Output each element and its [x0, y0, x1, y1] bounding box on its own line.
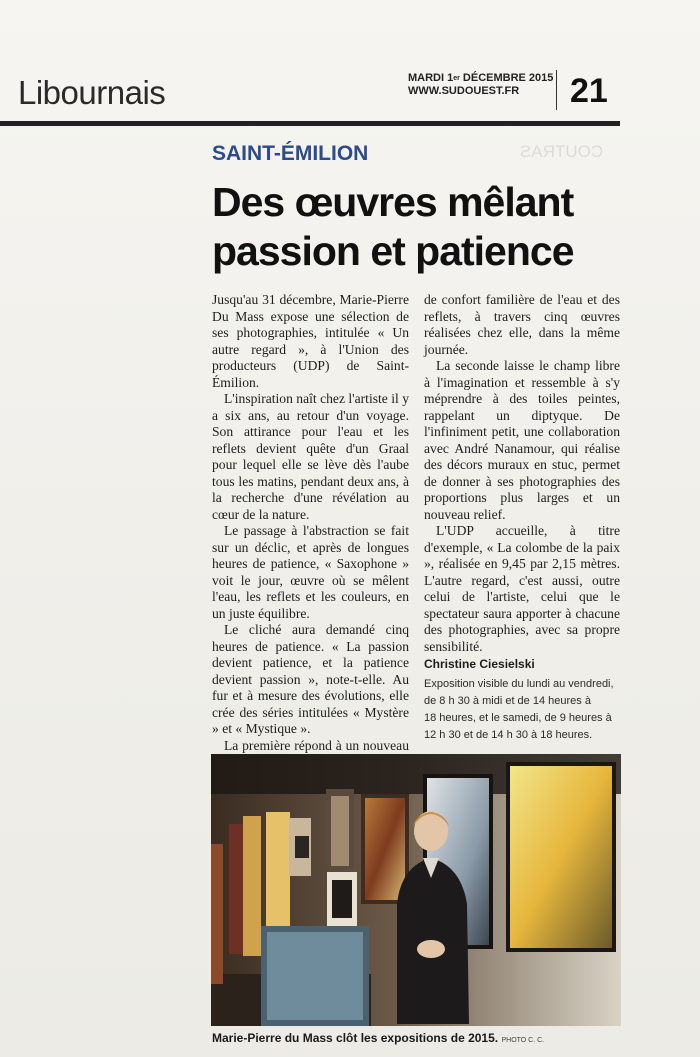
headline-line: passion et patience	[212, 228, 574, 274]
article-column-1	[212, 292, 409, 771]
headline-line: Des œuvres mêlant	[212, 179, 574, 225]
paragraph: L'UDP accueille, à titre d'exemple, « La colombe de la paix », réalisée en 9,45 par 2,15 mètres. L'autre regard, c'est aussi, outre celui de l'artiste, celui que le spectateur saura apporter à chacune des photographies, avec sa propre sensibilité.	[424, 523, 620, 654]
info-line: Exposition visible du lundi au vendredi,	[424, 678, 614, 690]
article-column-2	[424, 292, 620, 673]
page-number: 21	[570, 72, 608, 110]
website: WWW.SUDOUEST.FR	[408, 85, 520, 97]
photo-caption	[212, 1031, 544, 1045]
paragraph: Le cliché aura demandé cinq heures de patience. « La passion devient patience, et la patience devient passion », note-t-elle. Au fur et à mesure des évolutions, elle crée des séries intitulées « Mystère » et « Mystique ».	[212, 622, 409, 736]
dateline	[408, 72, 553, 98]
article-headline	[212, 178, 632, 276]
photo-credit: PHOTO C. C.	[501, 1037, 545, 1044]
paragraph: L'inspiration naît chez l'artiste il y a six ans, au retour d'un voyage. Son attirance pour l'eau et les reflets devient quête d'un Graal pour lequel elle se lève dès l'aube tous les matins, pendant deux ans, à la recherche d'une révélation au cœur de la nature.	[212, 391, 409, 522]
info-line: 12 h 30 et de 14 h 30 à 18 heures.	[424, 729, 593, 741]
paragraph: La seconde laisse le champ libre à l'imagination et ressemble à s'y méprendre à des toiles peintes, rappelant un diptyque. De l'infiniment petit, une collaboration avec André Nanamour, qui réalise des décors muraux en stuc, permet de donner à ses photographies des proportions plus larges et un nouveau relief.	[424, 358, 620, 522]
section-title: Libournais	[18, 74, 166, 111]
issue-date: MARDI 1er DÉCEMBRE 2015	[408, 72, 554, 84]
exhibition-info	[424, 676, 624, 744]
article-kicker: SAINT-ÉMILION	[212, 142, 369, 165]
author-byline: Christine Ciesielski	[424, 657, 535, 671]
paragraph: La première répond à un nouveau	[224, 737, 409, 753]
paragraph: de confort familière de l'eau et des reflets, à travers cinq œuvres réalisées chez elle, dans la même journée.	[424, 292, 620, 357]
header-rule	[0, 121, 620, 126]
header-divider	[556, 70, 557, 110]
paragraph: Jusqu'au 31 décembre, Marie-Pierre Du Mass expose une sélection de ses photographies, intitulée « Un autre regard », à l'Union des producteurs (UDP) de Saint-Émilion.	[212, 292, 409, 390]
caption-text: Marie-Pierre du Mass clôt les expositions de 2015.	[212, 1031, 499, 1045]
info-line: 18 heures, et le samedi, de 9 heures à	[424, 712, 612, 724]
show-through-text: COUTRAS	[520, 142, 604, 161]
info-line: de 8 h 30 à midi et de 14 heures à	[424, 695, 591, 707]
gallery-photo-illustration	[211, 754, 621, 1026]
paragraph: Le passage à l'abstraction se fait sur un déclic, et après de longues heures de patience, « Saxophone » voit le jour, œuvre où se mêlent l'eau, les reflets et les couleurs, en un juste équilibre.	[212, 523, 409, 621]
article-photo	[211, 754, 621, 1026]
